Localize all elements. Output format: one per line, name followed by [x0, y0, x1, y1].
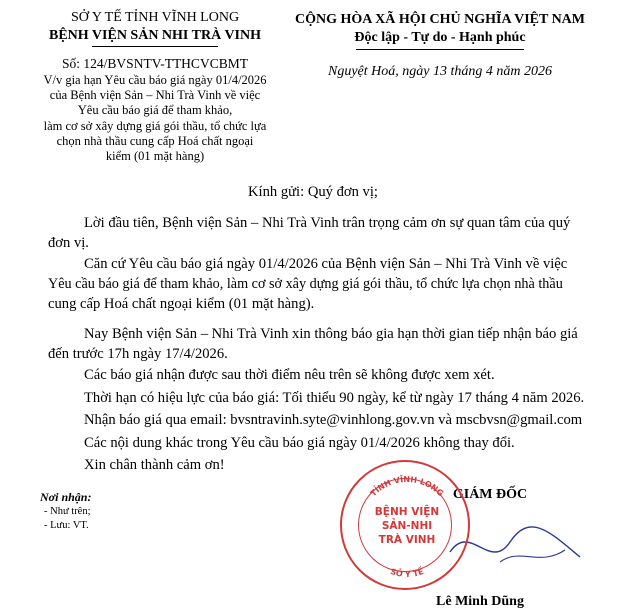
subject-block: [20, 73, 290, 164]
svg-text:TỈNH VĨNH LONG: [369, 474, 446, 498]
place-date: Nguyệt Hoá, ngày 13 tháng 4 năm 2026: [328, 64, 552, 79]
stamp-ring-bottom: SỞ Y TẾ: [389, 566, 425, 580]
signer-title: GIÁM ĐỐC: [452, 487, 528, 502]
recipient-item: - Lưu: VT.: [44, 520, 89, 531]
ministry-name: SỞ Y TẾ TỈNH VĨNH LONG: [70, 10, 240, 25]
subject-line: Yêu cầu báo giá để tham khảo,: [77, 103, 233, 118]
svg-text:SỞ Y TẾ: [389, 564, 425, 579]
doc-number: Số: 124/BVSNTV-TTHCVCBMT: [62, 56, 248, 71]
body-line: Nhận báo giá qua email: bvsntravinh.syte@vinhlong.gov.vn và mscbvsn@gmail.com: [84, 412, 583, 428]
body-line: cung cấp Hoá chất ngoại kiểm (01 mặt hàng).: [48, 296, 315, 312]
subject-line: V/v gia hạn Yêu cầu báo giá ngày 01/4/2026: [43, 73, 267, 87]
body-line: Xin chân thành cảm ơn!: [84, 457, 225, 473]
subject-line: của Bệnh viện Sản – Nhi Trà Vinh về việc: [49, 88, 261, 103]
stamp-line: TRÀ VINH: [378, 534, 436, 546]
body-line: Các báo giá nhận được sau thời điểm nêu trên sẽ không được xem xét.: [84, 367, 495, 383]
hospital-name: BỆNH VIỆN SẢN NHI TRÀ VINH: [49, 28, 261, 43]
official-stamp: [340, 460, 470, 590]
body-line: Nay Bệnh viện Sản – Nhi Trà Vinh xin thông báo gia hạn thời gian tiếp nhận báo giá: [84, 326, 578, 342]
hospital-underline: [92, 46, 218, 47]
body-line: Yêu cầu báo giá để tham khảo, làm cơ sở xây dựng giá gói thầu, tổ chức lựa chọn nhà thầu: [48, 276, 563, 292]
stamp-line: SẢN-NHI: [381, 520, 433, 532]
recipients-label: Nơi nhận:: [40, 490, 92, 504]
subject-line: làm cơ sở xây dựng giá gói thầu, tổ chức lựa: [43, 118, 267, 133]
stamp-ring-top: TỈNH VĨNH LONG: [368, 474, 446, 499]
salutation: Kính gửi: Quý đơn vị;: [248, 184, 378, 200]
body-line: Lời đầu tiên, Bệnh viện Sản – Nhi Trà Vinh trân trọng cảm ơn sự quan tâm của quý: [84, 215, 571, 231]
stamp-line: BỆNH VIỆN: [374, 506, 440, 518]
motto: Độc lập - Tự do - Hạnh phúc: [354, 30, 526, 45]
subject-line: chọn nhà thầu cung cấp Hoá chất ngoại: [56, 133, 254, 148]
recipient-item: - Như trên;: [44, 506, 91, 517]
body-line: Thời hạn có hiệu lực của báo giá: Tối thiểu 90 ngày, kể từ ngày 17 tháng 4 năm 2026.: [84, 390, 585, 406]
country-name: CỘNG HÒA XÃ HỘI CHỦ NGHĨA VIỆT NAM: [294, 12, 585, 27]
subject-line: kiểm (01 mặt hàng): [105, 149, 205, 164]
signer-name: Lê Minh Dũng: [436, 594, 524, 609]
body-line: đến trước 17h ngày 17/4/2026.: [48, 346, 228, 362]
body-line: Căn cứ Yêu cầu báo giá ngày 01/4/2026 của Bệnh viện Sản – Nhi Trà Vinh về việc: [84, 256, 568, 272]
motto-underline: [356, 49, 524, 50]
body-line: Các nội dung khác trong Yêu cầu báo giá ngày 01/4/2026 không thay đổi.: [84, 435, 515, 451]
body-line: đơn vị.: [48, 235, 89, 251]
